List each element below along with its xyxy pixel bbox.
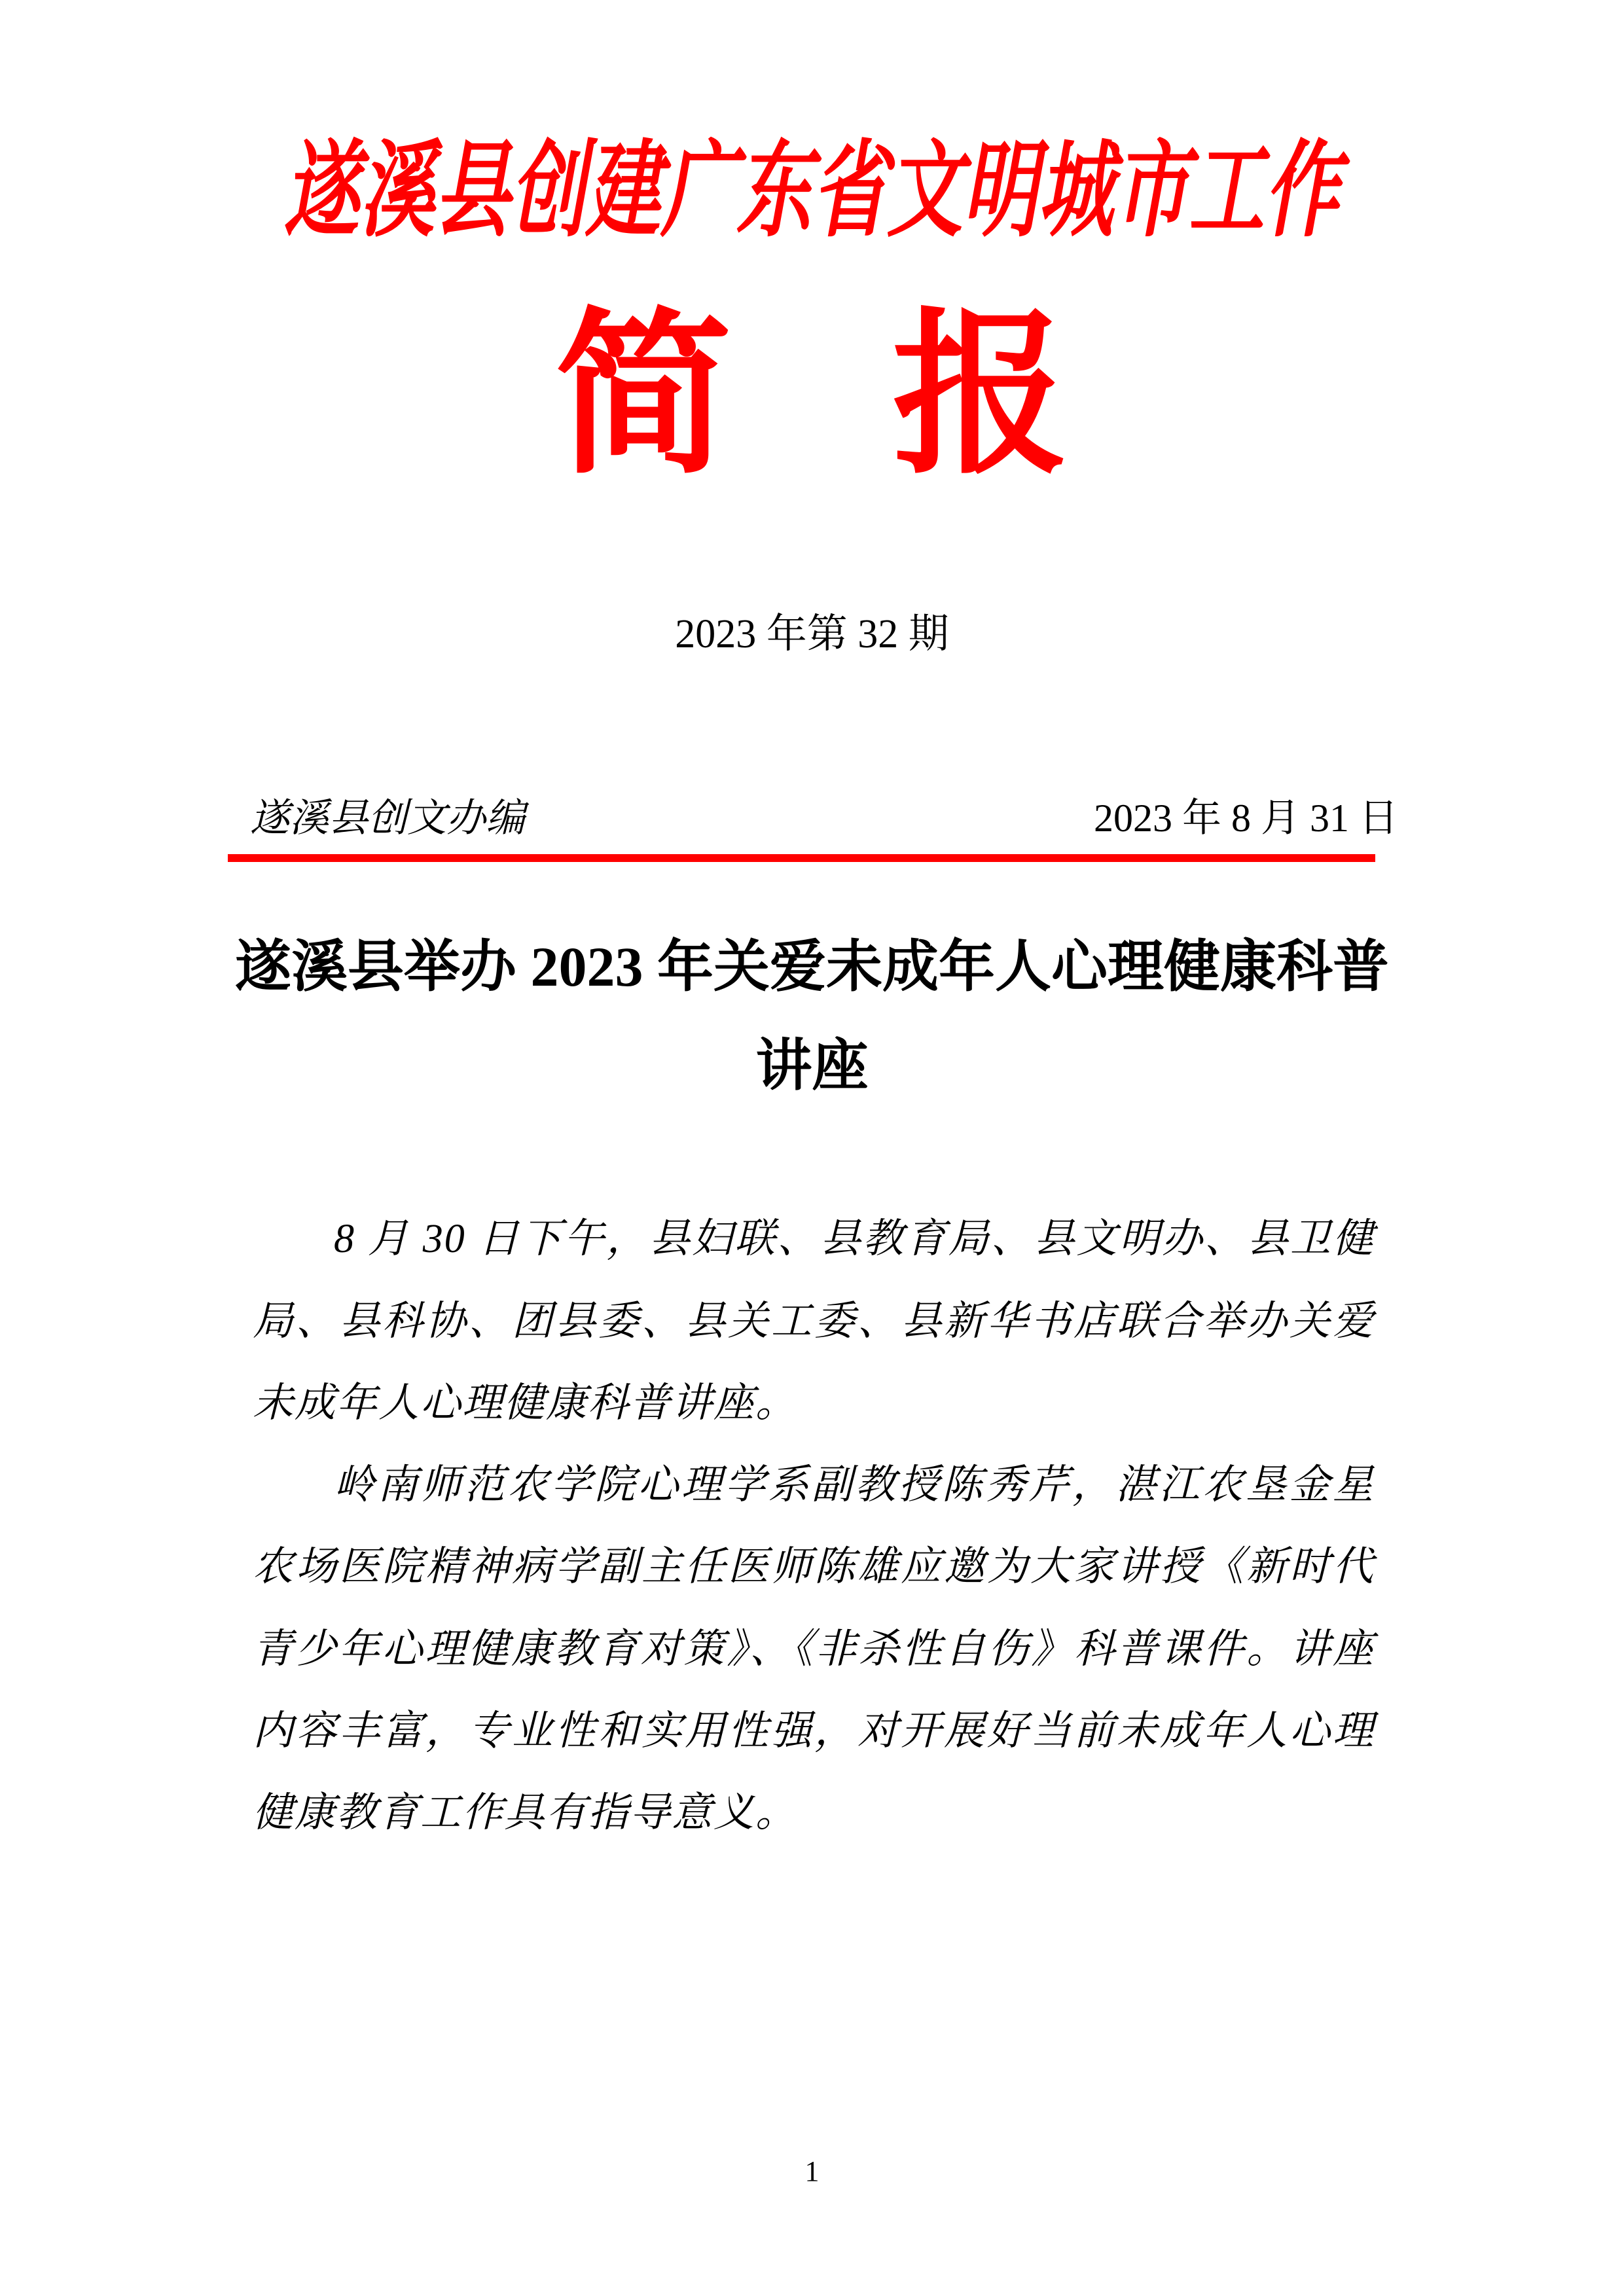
bulletin-title: [0, 299, 1624, 495]
masthead-title-text: 遂溪县创建广东省文明城市工作: [284, 133, 1340, 249]
article-title-line-1: 遂溪县举办 2023 年关爱未成年人心理健康科普: [235, 935, 1389, 999]
meta-row: [250, 793, 1398, 844]
bulletin-char-bao: 报: [892, 299, 1069, 495]
red-divider-rule: [228, 854, 1375, 862]
page-number: 1: [804, 2155, 820, 2187]
date-label: 2023 年 8 月 31 日: [1094, 797, 1398, 840]
issue-number: 2023 年第 32 期: [675, 612, 949, 656]
bulletin-char-jian: 简: [555, 299, 732, 495]
article-body: [253, 1198, 1375, 1854]
article-title: [52, 918, 1572, 1115]
editor-label: 遂溪县创文办编: [250, 797, 525, 840]
article-title-line-2: 讲座: [755, 1033, 869, 1097]
paragraph-2: 岭南师范农学院心理学系副教授陈秀芹，湛江农垦金星农场医院精神病学副主任医师陈雄应邀为大家讲授《新时代青少年心理健康教育对策》、《非杀性自伤》科普课件。讲座内容丰富，专业性和实用性强，对开展好当前未成年人心理健康教育工作具有指导意义。: [253, 1463, 1375, 1836]
masthead-title: [0, 133, 1624, 249]
paragraph-1: 8 月 30 日下午，县妇联、县教育局、县文明办、县卫健局、县科协、团县委、县关工委、县新华书店联合举办关爱未成年人心理健康科普讲座。: [253, 1217, 1375, 1426]
